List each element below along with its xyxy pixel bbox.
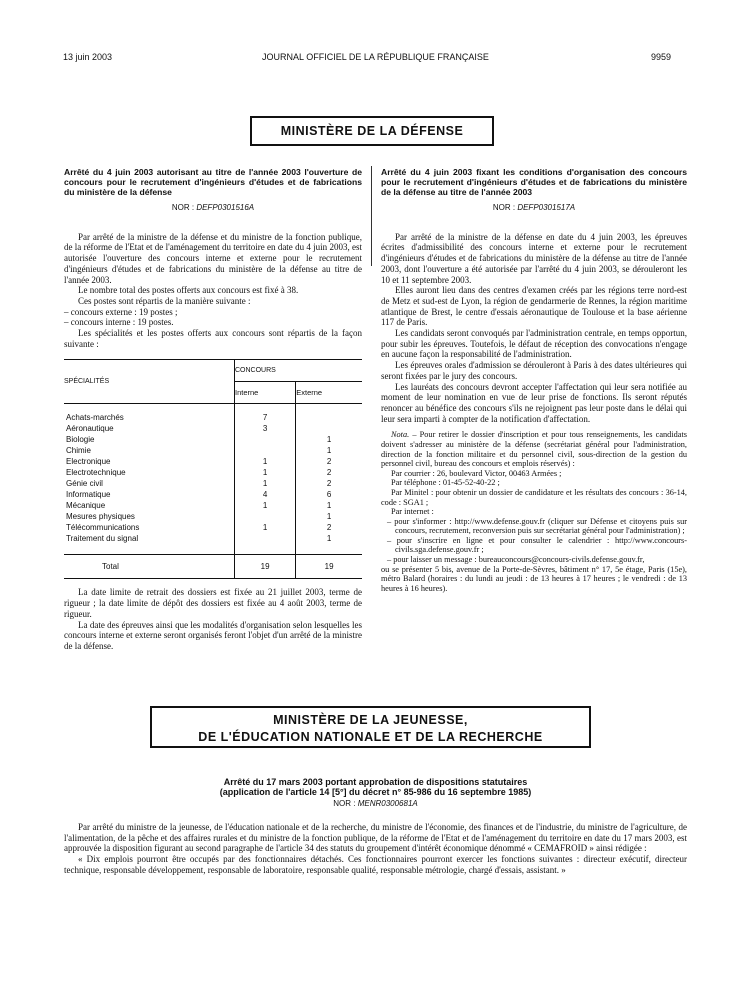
- nota-message: – pour laisser un message : bureauconcours@concours-civils.defense.gouv.fr,: [387, 555, 645, 565]
- table-row: [64, 434, 362, 445]
- specialite-name: Electrotechnique: [64, 467, 235, 478]
- table-row: [64, 533, 362, 555]
- ministry-defense-banner: MINISTÈRE DE LA DÉFENSE: [250, 116, 494, 146]
- interne-value: 1: [235, 478, 296, 489]
- right-p2: Elles auront lieu dans des centres d'examen créés par les régions terre nord-est de Metz et sud-est de Lyon, la région de gendarmerie de Rennes, la région maritime atlantique de Brest, le centre d'essais aéronautique de Toulouse et la base aérienne 117 de Paris.: [381, 285, 687, 328]
- table-row: [64, 522, 362, 533]
- left-b2: – concours interne : 19 postes.: [64, 317, 174, 328]
- bottom-p1: Par arrêté du ministre de la jeunesse, de l'éducation nationale et de la recherche, du ministre de l'économie, des finances et de l'industrie, du ministre de l'agriculture, de l'alimentation, de la pêche et des affaires rurales et du ministre de la fonction publique, de la réforme de l'Etat et de l'aménagement du territoire en date du 17 mars 2003, est approuvée la disposition figurant au second paragraphe de l'article 34 des statuts du groupement d'intérêt économique dénommé « CEMAFROID » ainsi rédigée :: [64, 822, 687, 854]
- externe-value: 1: [296, 533, 362, 555]
- specialites-table: [64, 359, 362, 579]
- specialite-name: Télécommunications: [64, 522, 235, 533]
- left-nor-code: DEFP0301516A: [196, 203, 255, 212]
- table-row: [64, 511, 362, 522]
- externe-value: 2: [296, 467, 362, 478]
- interne-value: [235, 445, 296, 456]
- interne-value: [235, 511, 296, 522]
- externe-value: 1: [296, 511, 362, 522]
- externe-value: 1: [296, 445, 362, 456]
- nota-courrier: Par courrier : 26, boulevard Victor, 00463 Armées ;: [391, 468, 562, 478]
- interne-value: 1: [235, 500, 296, 511]
- nota-label: Nota.: [391, 430, 410, 440]
- left-nor-label: NOR :: [171, 203, 195, 212]
- specialite-name: Chimie: [64, 445, 235, 456]
- left-b1: – concours externe : 19 postes ;: [64, 306, 178, 317]
- right-p4: Les épreuves orales d'admission se dérouleront à Paris à des dates ultérieures qui seront fixées par le jury des concours.: [381, 360, 687, 381]
- right-article: [381, 167, 687, 593]
- right-p1: Par arrêté de la ministre de la défense en date du 4 juin 2003, les épreuves écrites d'admissibilité des concours interne et externe pour le recrutement d'ingénieurs d'études et de fabrications du ministère de la défense au titre de l'année 2003, dont l'ouverture a été autorisée par l'arrêté du 4 juin 2003, se dérouleront les 10 et 11 septembre 2003.: [381, 231, 687, 285]
- left-p1: Par arrêté de la ministre de la défense et du ministre de la fonction publique, de la réforme de l'Etat et de l'aménagement du territoire en date du 4 juin 2003, est autorisée l'ouverture des concours interne et externe pour le recrutement d'ingénieurs d'études et de fabrications du ministère de la défense au titre de l'année 2003.: [64, 231, 362, 285]
- column-divider: [371, 166, 372, 266]
- bottom-nor-code: MENR0300681A: [357, 799, 418, 808]
- specialite-name: Mécanique: [64, 500, 235, 511]
- bottom-nor: [64, 799, 687, 808]
- specialite-name: Informatique: [64, 489, 235, 500]
- interne-value: 1: [235, 467, 296, 478]
- left-nor: [64, 203, 362, 214]
- externe-value: 2: [296, 456, 362, 467]
- nota-informer: – pour s'informer : http://www.defense.gouv.fr (cliquer sur Défense et citoyens puis sur concours, recrutement, reconversion puis sur secrétariat général pour l'administration) ;: [387, 516, 687, 536]
- th-interne: Interne: [235, 382, 296, 404]
- th-specialites: SPÉCIALITÉS: [64, 360, 235, 404]
- bottom-title-line1: Arrêté du 17 mars 2003 portant approbation de dispositions statutaires: [223, 777, 528, 787]
- nota-text: – Pour retirer le dossier d'inscription et pour tous renseignements, les candidats doivent s'adresser au ministère de la défense (secrétariat général pour l'administration, direction de la fonction militaire et du personnel civil, sous-direction de la gestion du personnel civil, bureau des concours et emplois réservés) :: [381, 430, 687, 469]
- externe-value: 6: [296, 489, 362, 500]
- externe-value: 2: [296, 478, 362, 489]
- interne-value: 3: [235, 423, 296, 434]
- right-nor-label: NOR :: [492, 203, 516, 212]
- right-p5: Les lauréats des concours devront accepter l'affectation qui leur sera notifiée au moment de leur nomination en vue de leur prise de fonctions. Ils seront réputés renoncer au bénéfice des concours s'ils ne rejoignent pas leur poste dans le délai qui leur sera imparti à compter de la notification d'affectation.: [381, 381, 687, 424]
- interne-value: 1: [235, 522, 296, 533]
- specialite-name: Biologie: [64, 434, 235, 445]
- specialite-name: Traitement du signal: [64, 533, 235, 555]
- right-p3: Les candidats seront convoqués par l'administration centrale, en temps opportun, pour subir les épreuves. Toutefois, le défaut de réception des convocations n'engage en aucune façon la responsabilité de l'administration.: [381, 328, 687, 360]
- total-label: Total: [64, 555, 235, 579]
- left-p5: La date limite de retrait des dossiers est fixée au 21 juillet 2003, terme de rigueur ; la date limite de dépôt des dossiers est fixée au 4 août 2003, terme de rigueur.: [64, 587, 362, 619]
- specialite-name: Aéronautique: [64, 423, 235, 434]
- ministry-education-line2: DE L'ÉDUCATION NATIONALE ET DE LA RECHERCHE: [198, 730, 543, 744]
- table-row: [64, 456, 362, 467]
- ministry-education-line1: MINISTÈRE DE LA JEUNESSE,: [273, 713, 468, 727]
- th-externe: Externe: [296, 382, 362, 404]
- page-date: 13 juin 2003: [63, 52, 113, 62]
- externe-value: [296, 423, 362, 434]
- table-row: [64, 423, 362, 434]
- table-row: [64, 489, 362, 500]
- interne-value: 7: [235, 404, 296, 424]
- nota-minitel: Par Minitel : pour obtenir un dossier de candidature et les résultats des concours : 36-14, code : SGA1 ;: [381, 487, 687, 507]
- interne-value: 4: [235, 489, 296, 500]
- specialite-name: Génie civil: [64, 478, 235, 489]
- left-article: [64, 167, 362, 652]
- table-row: [64, 404, 362, 424]
- left-p6: La date des épreuves ainsi que les modalités d'organisation selon lesquelles les concours interne et externe seront organisés feront l'objet d'un arrêté de la ministre de la défense.: [64, 619, 362, 651]
- externe-value: [296, 404, 362, 424]
- nota-telephone: Par téléphone : 01-45-52-40-22 ;: [391, 478, 500, 488]
- nota-internet: Par internet :: [391, 507, 434, 517]
- page-number: 9959: [651, 52, 672, 62]
- bottom-article: [64, 777, 687, 876]
- journal-title: JOURNAL OFFICIEL DE LA RÉPUBLIQUE FRANÇAISE: [262, 52, 489, 62]
- specialite-name: Mesures physiques: [64, 511, 235, 522]
- table-row: [64, 467, 362, 478]
- bottom-nor-label: NOR :: [333, 799, 356, 808]
- interne-value: [235, 533, 296, 555]
- right-title: Arrêté du 4 juin 2003 fixant les conditions d'organisation des concours pour le recrutement d'ingénieurs d'études et de fabrications du ministère de la défense au titre de l'année 2003: [381, 167, 687, 197]
- right-nor-code: DEFP0301517A: [517, 203, 576, 212]
- left-p2: Le nombre total des postes offerts aux concours est fixé à 38.: [78, 285, 299, 296]
- table-row: [64, 445, 362, 456]
- right-nor: [381, 203, 687, 214]
- specialite-name: Achats-marchés: [64, 404, 235, 424]
- bottom-p2: « Dix emplois pourront être occupés par des fonctionnaires détachés. Ces fonctionnaires pourront exercer les fonctions suivantes : directeur exécutif, directeur technique, responsable développement, responsable de laboratoire, responsable qualité, responsable métrologie, chargé d'essais, assistant. »: [64, 854, 687, 875]
- left-p3: Ces postes sont répartis de la manière suivante :: [78, 295, 251, 306]
- total-interne: 19: [235, 555, 296, 579]
- table-row: [64, 500, 362, 511]
- nota-adresse: ou se présenter 5 bis, avenue de la Porte-de-Sèvres, bâtiment n° 17, 5e étage, Paris (15e), métro Balard (horaires : du lundi au jeudi : de 13 heures à 17 heures ; le vendredi : de 13 heures à 16 heures).: [381, 564, 687, 593]
- ministry-education-banner: [150, 706, 591, 748]
- interne-value: 1: [235, 456, 296, 467]
- nota-inscrire: – pour s'inscrire en ligne et pour consulter le calendrier : http://www.concours-civils.sga.defense.gouv.fr ;: [387, 535, 687, 555]
- left-title: Arrêté du 4 juin 2003 autorisant au titre de l'année 2003 l'ouverture de concours pour le recrutement d'ingénieurs d'études et de fabrications du ministère de la défense: [64, 167, 362, 197]
- right-nota: [381, 430, 687, 593]
- total-externe: 19: [296, 555, 362, 579]
- interne-value: [235, 434, 296, 445]
- table-row: [64, 478, 362, 489]
- specialite-name: Electronique: [64, 456, 235, 467]
- th-concours: CONCOURS: [235, 360, 363, 382]
- externe-value: 1: [296, 500, 362, 511]
- externe-value: 1: [296, 434, 362, 445]
- externe-value: 2: [296, 522, 362, 533]
- left-p4: Les spécialités et les postes offerts aux concours sont répartis de la façon suivante :: [64, 328, 362, 349]
- bottom-title-line2: (application de l'article 14 [5°] du décret n° 85-986 du 16 septembre 1985): [219, 787, 532, 797]
